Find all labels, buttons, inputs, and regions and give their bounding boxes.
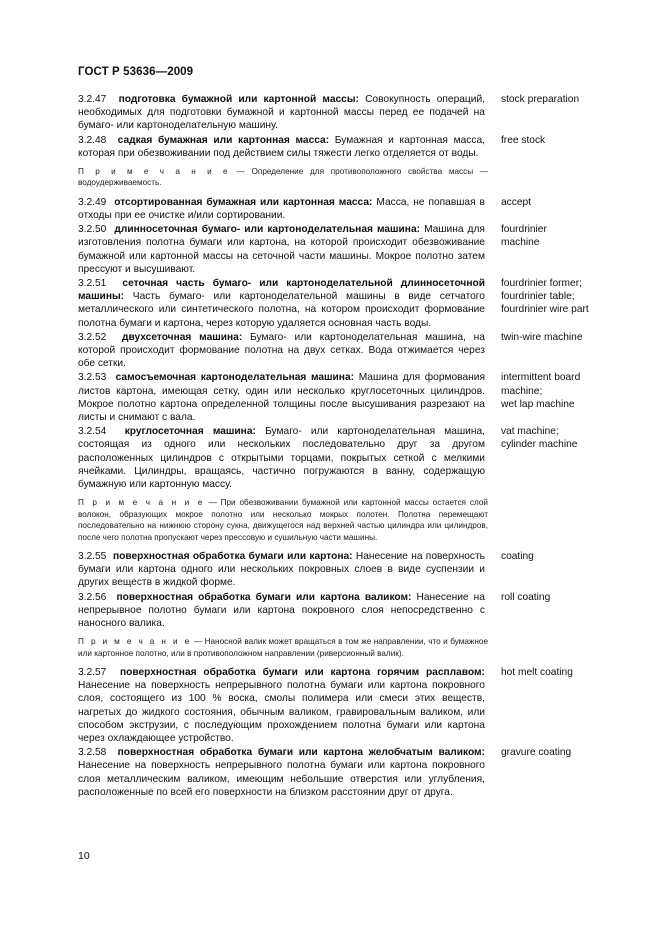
term-entry-3-2-54 bbox=[78, 425, 630, 491]
term-ru bbox=[78, 746, 485, 799]
term-entry-3-2-47 bbox=[78, 93, 630, 133]
term-number: 3.2.52 bbox=[78, 331, 107, 343]
note-3 bbox=[78, 636, 488, 659]
term-en bbox=[501, 746, 630, 759]
term-ru bbox=[78, 591, 485, 631]
term-number: 3.2.51 bbox=[78, 278, 107, 290]
term-en-line: machine; bbox=[500, 385, 543, 397]
term-ru bbox=[78, 331, 485, 371]
term-en bbox=[501, 196, 630, 209]
term-en-line: fourdrinier former; bbox=[500, 278, 582, 290]
term-title: поверхностная обработка бумаги или картона желобчатым валиком: bbox=[117, 747, 485, 759]
term-number: 3.2.54 bbox=[78, 426, 107, 438]
term-number: 3.2.53 bbox=[78, 372, 107, 384]
term-definition: Совокупность операций, необходимых для подготовки бумажной и картонной массы перед ее подачей на бумаго- или картоноделательную машину. bbox=[78, 94, 485, 132]
term-en-line: fourdrinier bbox=[500, 224, 547, 236]
term-ru bbox=[78, 93, 485, 133]
term-en-line: hot melt coating bbox=[500, 666, 573, 678]
term-en bbox=[501, 591, 630, 604]
note-text: — При обезвоживании бумажной или картонной массы остается слой волокон, образующих мокрое полотно или несколько мокрых полотен. Полотна перемещают последовательно на нижнюю сторону сукна, движущегося над верхней частью цилиндра или цилиндров, после чего полотна пропускают через прессовую и сушильную части машины. bbox=[78, 498, 488, 542]
term-ru bbox=[78, 196, 485, 222]
term-en-line: cylinder machine bbox=[500, 439, 578, 451]
term-definition: Нанесение на поверхность бумаги или картона одного или нескольких покровных слоев в виде суспензии и других веществ в жидкой форме. bbox=[78, 550, 485, 589]
term-ru bbox=[78, 425, 485, 491]
note-text: — Определение для противоположного свойства массы — водоудерживаемость. bbox=[78, 167, 489, 188]
term-title: длинносеточная бумаго- или картоноделательная машина: bbox=[114, 224, 421, 236]
term-definition: Нанесение на поверхность непрерывного полотна бумаги или картона покровного слоя металлическим валиком, имеющим небольшие отверстия или углубления, расположенные по всей его поверхности на близком расстоянии друг от друга. bbox=[78, 760, 485, 798]
term-en bbox=[501, 666, 630, 679]
term-ru bbox=[78, 666, 485, 745]
term-number: 3.2.49 bbox=[78, 196, 107, 208]
term-en-line: wet lap machine bbox=[500, 398, 575, 410]
term-title: двухсеточная машина: bbox=[121, 331, 243, 343]
term-title: поверхностная обработка бумаги или картона: bbox=[112, 550, 353, 562]
term-title: сеточная часть бумаго- или картоноделательной длинносеточной машины: bbox=[78, 278, 485, 303]
term-title: поверхностная обработка бумаги или картона валиком: bbox=[116, 591, 412, 603]
term-entry-3-2-52 bbox=[78, 331, 630, 371]
term-en-line: coating bbox=[500, 550, 534, 562]
term-number: 3.2.48 bbox=[78, 134, 107, 146]
note-1 bbox=[78, 166, 488, 189]
note-label: П р и м е ч а н и е bbox=[78, 167, 230, 177]
term-definition: Бумажная и картонная масса, которая при обезвоживании под действием силы тяжести легко отделяется от воды. bbox=[78, 134, 485, 159]
term-en-line: gravure coating bbox=[500, 747, 572, 759]
term-en-line: vat machine; bbox=[500, 426, 559, 438]
term-ru bbox=[78, 277, 485, 330]
term-definition: Машина для изготовления полотна бумаги или картона, на которой происходит обезвоживание бумажной или картонной массы на сеточной части машины. Мокрое полотно затем прессуют и высушивают. bbox=[78, 224, 485, 275]
term-en bbox=[501, 425, 630, 451]
term-ru bbox=[78, 371, 485, 424]
term-en bbox=[501, 371, 630, 411]
page-header: ГОСТ Р 53636—2009 bbox=[78, 66, 194, 78]
term-number: 3.2.50 bbox=[78, 224, 107, 236]
term-entry-3-2-49 bbox=[78, 196, 630, 222]
term-en-line: fourdrinier table; bbox=[500, 291, 575, 303]
term-ru bbox=[78, 134, 485, 160]
note-2 bbox=[78, 497, 488, 543]
term-en bbox=[501, 331, 630, 344]
term-definition: Масса, не попавшая в отходы при ее очистке и/или сортировании. bbox=[78, 196, 485, 222]
term-en bbox=[501, 223, 630, 249]
term-definition: Машина для формования листов картона, имеющая сетку, один или несколько круглосеточных цилиндров. Мокрое полотно картона определенной толщины после высушивания разрезают на листы и снимают с вала. bbox=[78, 372, 485, 424]
term-en-line: accept bbox=[500, 196, 531, 208]
term-en bbox=[501, 277, 630, 317]
term-number: 3.2.47 bbox=[78, 94, 107, 105]
term-definition: Часть бумаго- или картоноделательной машины в виде сетчатого металлического или синтетического полотна, на котором происходит формование полотна бумаги и картона, через которую удаляется основная часть воды. bbox=[78, 291, 485, 329]
term-definition: Нанесение на непрерывное полотно бумаги или картона покровного слоя непосредственно с наносного валика. bbox=[78, 591, 485, 629]
term-title: поверхностная обработка бумаги или картона горячим расплавом: bbox=[119, 666, 485, 678]
term-entry-3-2-51 bbox=[78, 277, 630, 330]
term-definition: Нанесение на поверхность непрерывного полотна бумаги или картона покровного слоя, состоящего из 100 % воска, смолы полимера или смеси этих веществ, нагретых до жидкого состояния, обычным валиком, гравировальным валиком, или способом экструзии, с последующим прохождением полотна бумаги или картона через охлаждающее устройство. bbox=[78, 680, 485, 744]
term-entry-3-2-58 bbox=[78, 746, 630, 799]
term-definition: Бумаго- или картоноделательная машина, на которой происходит формование полотна на двух сетках. Вода отжимается через обе сетки. bbox=[78, 331, 485, 370]
page-number: 10 bbox=[78, 850, 90, 862]
term-definition: Бумаго- или картоноделательная машина, состоящая из одного или нескольких последовательно друг за другом расположенных цилиндров с открытыми торцами, покрытых сеткой с мелкими ячейками. Цилиндры, вращаясь, частично погружаются в ванну, содержащую бумажную или картонную массу. bbox=[78, 426, 485, 491]
term-en bbox=[501, 93, 630, 106]
term-entry-3-2-57 bbox=[78, 666, 630, 745]
note-label: П р и м е ч а н и е bbox=[78, 637, 192, 647]
term-en-line: intermittent board bbox=[500, 372, 581, 384]
term-entry-3-2-56 bbox=[78, 591, 630, 631]
term-entry-3-2-53 bbox=[78, 371, 630, 424]
term-title: самосъемочная картоноделательная машина: bbox=[115, 372, 355, 384]
term-en bbox=[501, 550, 630, 563]
term-title: круглосеточная машина: bbox=[124, 426, 256, 438]
term-title: садкая бумажная или картонная масса: bbox=[117, 134, 330, 146]
term-en-line: free stock bbox=[500, 134, 546, 146]
term-title: подготовка бумажной или картонной массы: bbox=[118, 94, 359, 105]
note-label: П р и м е ч а н и е bbox=[78, 498, 205, 508]
term-en-line: fourdrinier wire part bbox=[500, 304, 589, 316]
term-number: 3.2.56 bbox=[78, 591, 107, 603]
term-en bbox=[501, 134, 630, 147]
term-entry-3-2-48 bbox=[78, 134, 630, 160]
note-text: — Наносной валик может вращаться в том же направлении, что и бумажное или картонное полотно, или в противоположном направлении (риверсионный валик). bbox=[78, 637, 488, 658]
term-number: 3.2.55 bbox=[78, 550, 107, 562]
term-en-line: machine bbox=[500, 237, 540, 249]
term-en-line: twin-wire machine bbox=[500, 331, 583, 343]
term-en-line: roll coating bbox=[500, 591, 551, 603]
term-entry-3-2-50 bbox=[78, 223, 630, 276]
term-number: 3.2.58 bbox=[78, 747, 107, 759]
term-en-line: stock preparation bbox=[500, 94, 580, 105]
term-ru bbox=[78, 223, 485, 276]
term-number: 3.2.57 bbox=[78, 666, 107, 678]
term-entry-3-2-55 bbox=[78, 550, 630, 590]
term-ru bbox=[78, 550, 485, 590]
term-title: отсортированная бумажная или картонная масса: bbox=[114, 196, 373, 208]
document-body bbox=[78, 93, 630, 800]
